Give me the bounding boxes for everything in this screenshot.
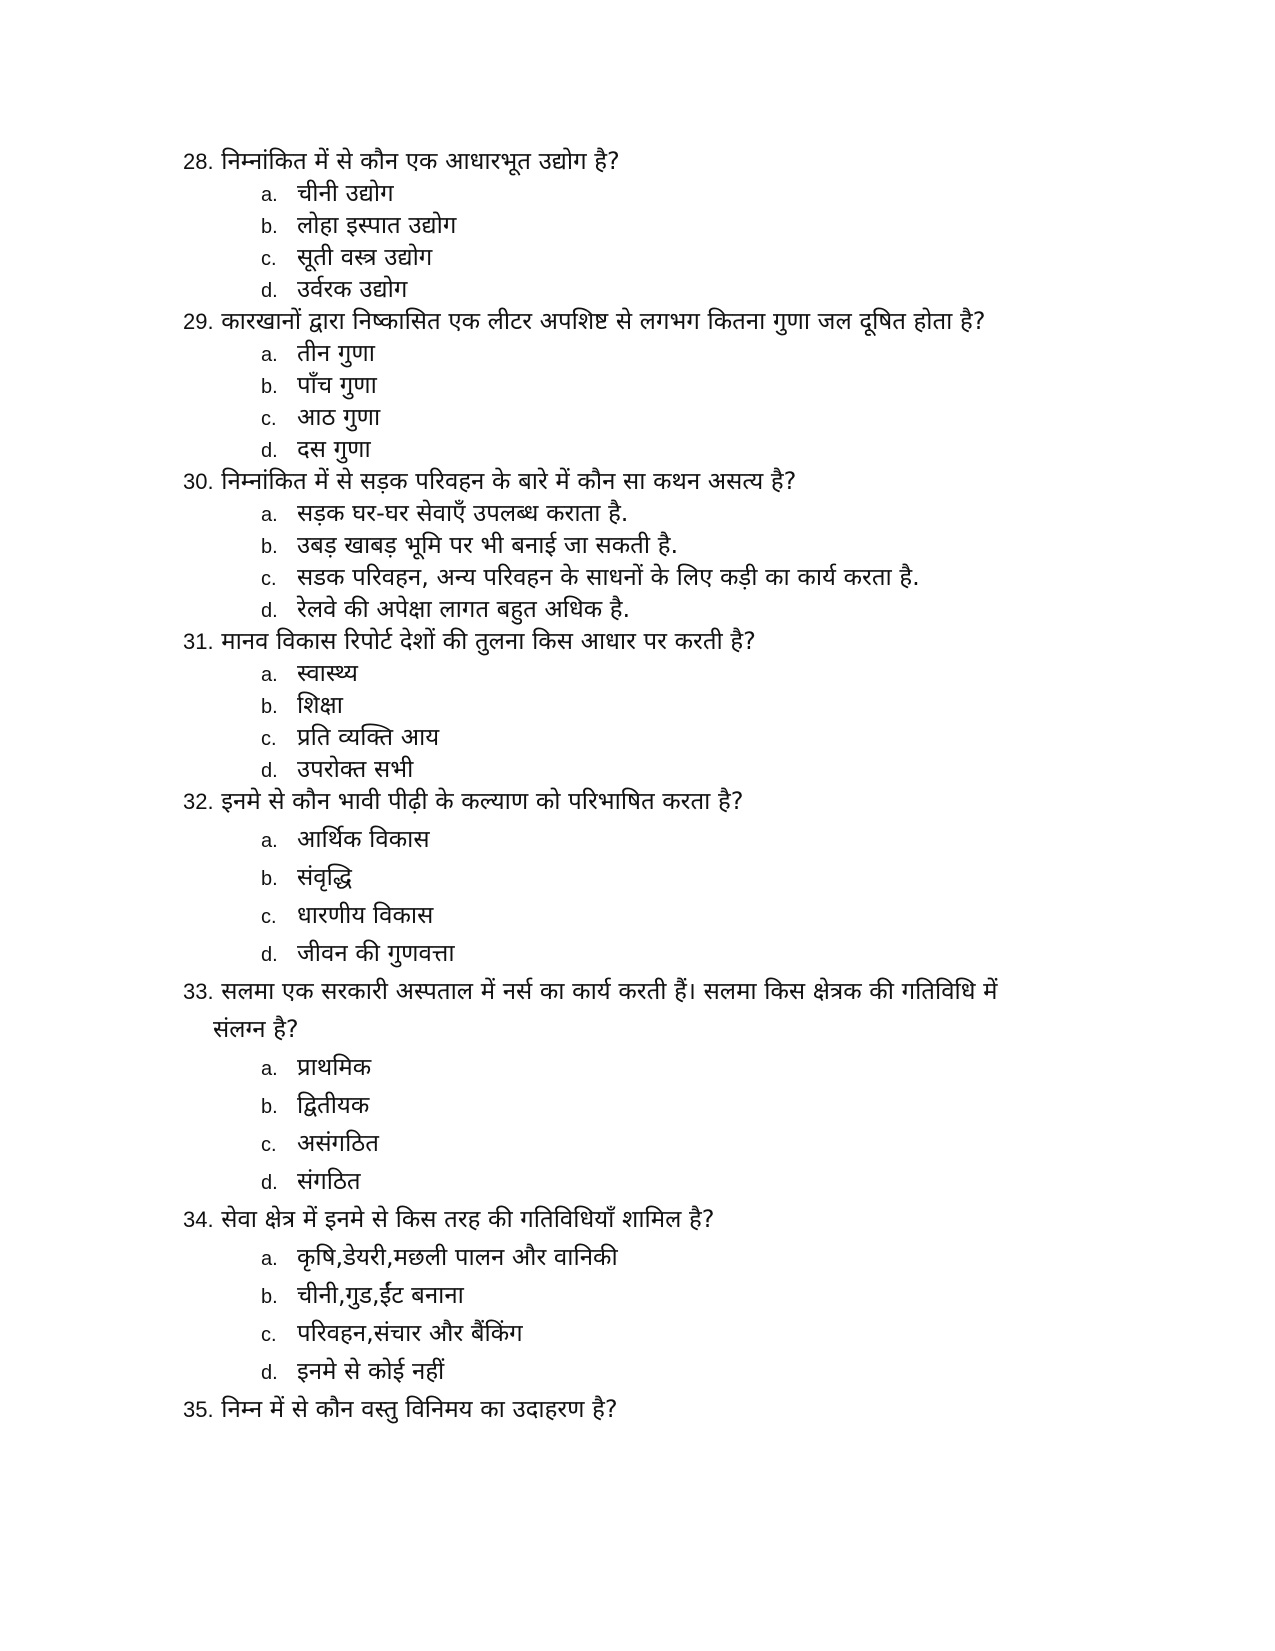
option-letter: a. bbox=[261, 184, 278, 206]
option-letter: b. bbox=[261, 376, 278, 398]
option-30-d bbox=[261, 593, 630, 628]
question-number: 35. bbox=[183, 1397, 214, 1422]
option-28-a bbox=[261, 177, 394, 212]
option-letter: c. bbox=[261, 568, 277, 590]
option-letter: c. bbox=[261, 248, 277, 270]
option-32-b bbox=[261, 861, 352, 896]
option-text: सूती वस्त्र उद्योग bbox=[297, 243, 433, 271]
option-text: कृषि,डेयरी,मछली पालन और वानिकी bbox=[297, 1243, 618, 1271]
option-34-b bbox=[261, 1279, 464, 1314]
option-text: स्वास्थ्य bbox=[297, 659, 358, 687]
option-28-b bbox=[261, 209, 456, 244]
question-number: 30. bbox=[183, 469, 214, 494]
option-31-a bbox=[261, 657, 358, 692]
option-34-d bbox=[261, 1355, 444, 1390]
option-letter: d. bbox=[261, 600, 278, 622]
option-text: असंगठित bbox=[297, 1129, 379, 1157]
option-text: सड़क घर-घर सेवाएँ उपलब्ध कराता है. bbox=[297, 499, 629, 527]
option-text: प्राथमिक bbox=[297, 1053, 372, 1081]
option-32-a bbox=[261, 823, 430, 858]
option-letter: a. bbox=[261, 1248, 278, 1270]
option-text: परिवहन,संचार और बैंकिंग bbox=[297, 1319, 523, 1347]
question-text: सलमा एक सरकारी अस्पताल में नर्स का कार्य करती हैं। सलमा किस क्षेत्रक की गतिविधि में bbox=[221, 977, 998, 1005]
question-35 bbox=[183, 1393, 618, 1426]
question-31 bbox=[183, 625, 756, 658]
option-31-c bbox=[261, 721, 439, 756]
option-letter: d. bbox=[261, 944, 278, 966]
option-31-b bbox=[261, 689, 343, 724]
option-letter: c. bbox=[261, 408, 277, 430]
option-29-a bbox=[261, 337, 375, 372]
option-28-c bbox=[261, 241, 432, 276]
option-text: इनमे से कोई नहीं bbox=[297, 1357, 445, 1385]
option-34-a bbox=[261, 1241, 618, 1276]
option-29-b bbox=[261, 369, 377, 404]
option-letter: b. bbox=[261, 216, 278, 238]
option-33-d bbox=[261, 1165, 361, 1200]
option-text: सडक परिवहन, अन्य परिवहन के साधनों के लिए कड़ी का कार्य करता है. bbox=[297, 563, 920, 591]
option-text: द्वितीयक bbox=[297, 1091, 370, 1119]
option-text: धारणीय विकास bbox=[297, 901, 434, 929]
option-letter: c. bbox=[261, 906, 277, 928]
question-text: निम्न में से कौन वस्तु विनिमय का उदाहरण है? bbox=[221, 1395, 618, 1423]
option-letter: d. bbox=[261, 1362, 278, 1384]
question-text: मानव विकास रिपोर्ट देशों की तुलना किस आधार पर करती है? bbox=[221, 627, 756, 655]
option-letter: a. bbox=[261, 344, 278, 366]
question-29 bbox=[183, 305, 986, 338]
option-text: चीनी,गुड,ईंट बनाना bbox=[297, 1281, 464, 1309]
option-28-d bbox=[261, 273, 407, 308]
option-30-a bbox=[261, 497, 628, 532]
option-29-c bbox=[261, 401, 380, 436]
question-number: 29. bbox=[183, 309, 214, 334]
option-30-b bbox=[261, 529, 678, 564]
question-text: निम्नांकित में से सड़क परिवहन के बारे में कौन सा कथन असत्य है? bbox=[221, 467, 797, 495]
option-33-b bbox=[261, 1089, 369, 1124]
question-number: 31. bbox=[183, 629, 214, 654]
question-text: इनमे से कौन भावी पीढ़ी के कल्याण को परिभाषित करता है? bbox=[221, 787, 744, 815]
option-letter: d. bbox=[261, 760, 278, 782]
option-text: प्रति व्यक्ति आय bbox=[297, 723, 440, 751]
question-number: 28. bbox=[183, 149, 214, 174]
option-text: लोहा इस्पात उद्योग bbox=[297, 211, 457, 239]
option-text: उपरोक्त सभी bbox=[297, 755, 414, 783]
option-text: संगठित bbox=[297, 1167, 361, 1195]
option-text: पाँच गुणा bbox=[297, 371, 377, 399]
question-number: 33. bbox=[183, 979, 214, 1004]
question-text: सेवा क्षेत्र में इनमे से किस तरह की गतिविधियाँ शामिल है? bbox=[221, 1205, 715, 1233]
option-text: आर्थिक विकास bbox=[297, 825, 430, 853]
option-letter: b. bbox=[261, 536, 278, 558]
option-text: आठ गुणा bbox=[297, 403, 381, 431]
option-letter: d. bbox=[261, 280, 278, 302]
option-34-c bbox=[261, 1317, 523, 1352]
option-letter: a. bbox=[261, 504, 278, 526]
option-33-c bbox=[261, 1127, 379, 1162]
question-text: कारखानों द्वारा निष्कासित एक लीटर अपशिष्ट से लगभग कितना गुणा जल दूषित होता है? bbox=[221, 307, 986, 335]
option-text: संवृद्धि bbox=[297, 863, 352, 891]
option-letter: b. bbox=[261, 868, 278, 890]
question-number: 34. bbox=[183, 1207, 214, 1232]
question-text-continued: संलग्न है? bbox=[213, 1015, 299, 1043]
option-32-c bbox=[261, 899, 433, 934]
option-letter: c. bbox=[261, 1134, 277, 1156]
question-34 bbox=[183, 1203, 715, 1236]
option-letter: d. bbox=[261, 1172, 278, 1194]
option-29-d bbox=[261, 433, 371, 468]
option-text: उबड़ खाबड़ भूमि पर भी बनाई जा सकती है. bbox=[297, 531, 679, 559]
option-text: चीनी उद्योग bbox=[297, 179, 394, 207]
option-letter: d. bbox=[261, 440, 278, 462]
option-letter: b. bbox=[261, 1286, 278, 1308]
option-letter: a. bbox=[261, 830, 278, 852]
question-33 bbox=[183, 975, 998, 1008]
option-text: उर्वरक उद्योग bbox=[297, 275, 408, 303]
option-letter: c. bbox=[261, 1324, 277, 1346]
option-text: जीवन की गुणवत्ता bbox=[297, 939, 455, 967]
option-text: रेलवे की अपेक्षा लागत बहुत अधिक है. bbox=[297, 595, 631, 623]
option-text: शिक्षा bbox=[297, 691, 343, 719]
option-32-d bbox=[261, 937, 455, 972]
question-32 bbox=[183, 785, 744, 818]
option-letter: b. bbox=[261, 1096, 278, 1118]
option-letter: c. bbox=[261, 728, 277, 750]
option-33-a bbox=[261, 1051, 371, 1086]
option-text: तीन गुणा bbox=[297, 339, 375, 367]
question-28 bbox=[183, 145, 620, 178]
option-30-c bbox=[261, 561, 920, 596]
option-31-d bbox=[261, 753, 413, 788]
question-33-continuation bbox=[213, 1013, 299, 1046]
option-letter: b. bbox=[261, 696, 278, 718]
question-text: निम्नांकित में से कौन एक आधारभूत उद्योग है? bbox=[221, 147, 620, 175]
option-text: दस गुणा bbox=[297, 435, 371, 463]
question-number: 32. bbox=[183, 789, 214, 814]
option-letter: a. bbox=[261, 1058, 278, 1080]
option-letter: a. bbox=[261, 664, 278, 686]
question-30 bbox=[183, 465, 796, 498]
